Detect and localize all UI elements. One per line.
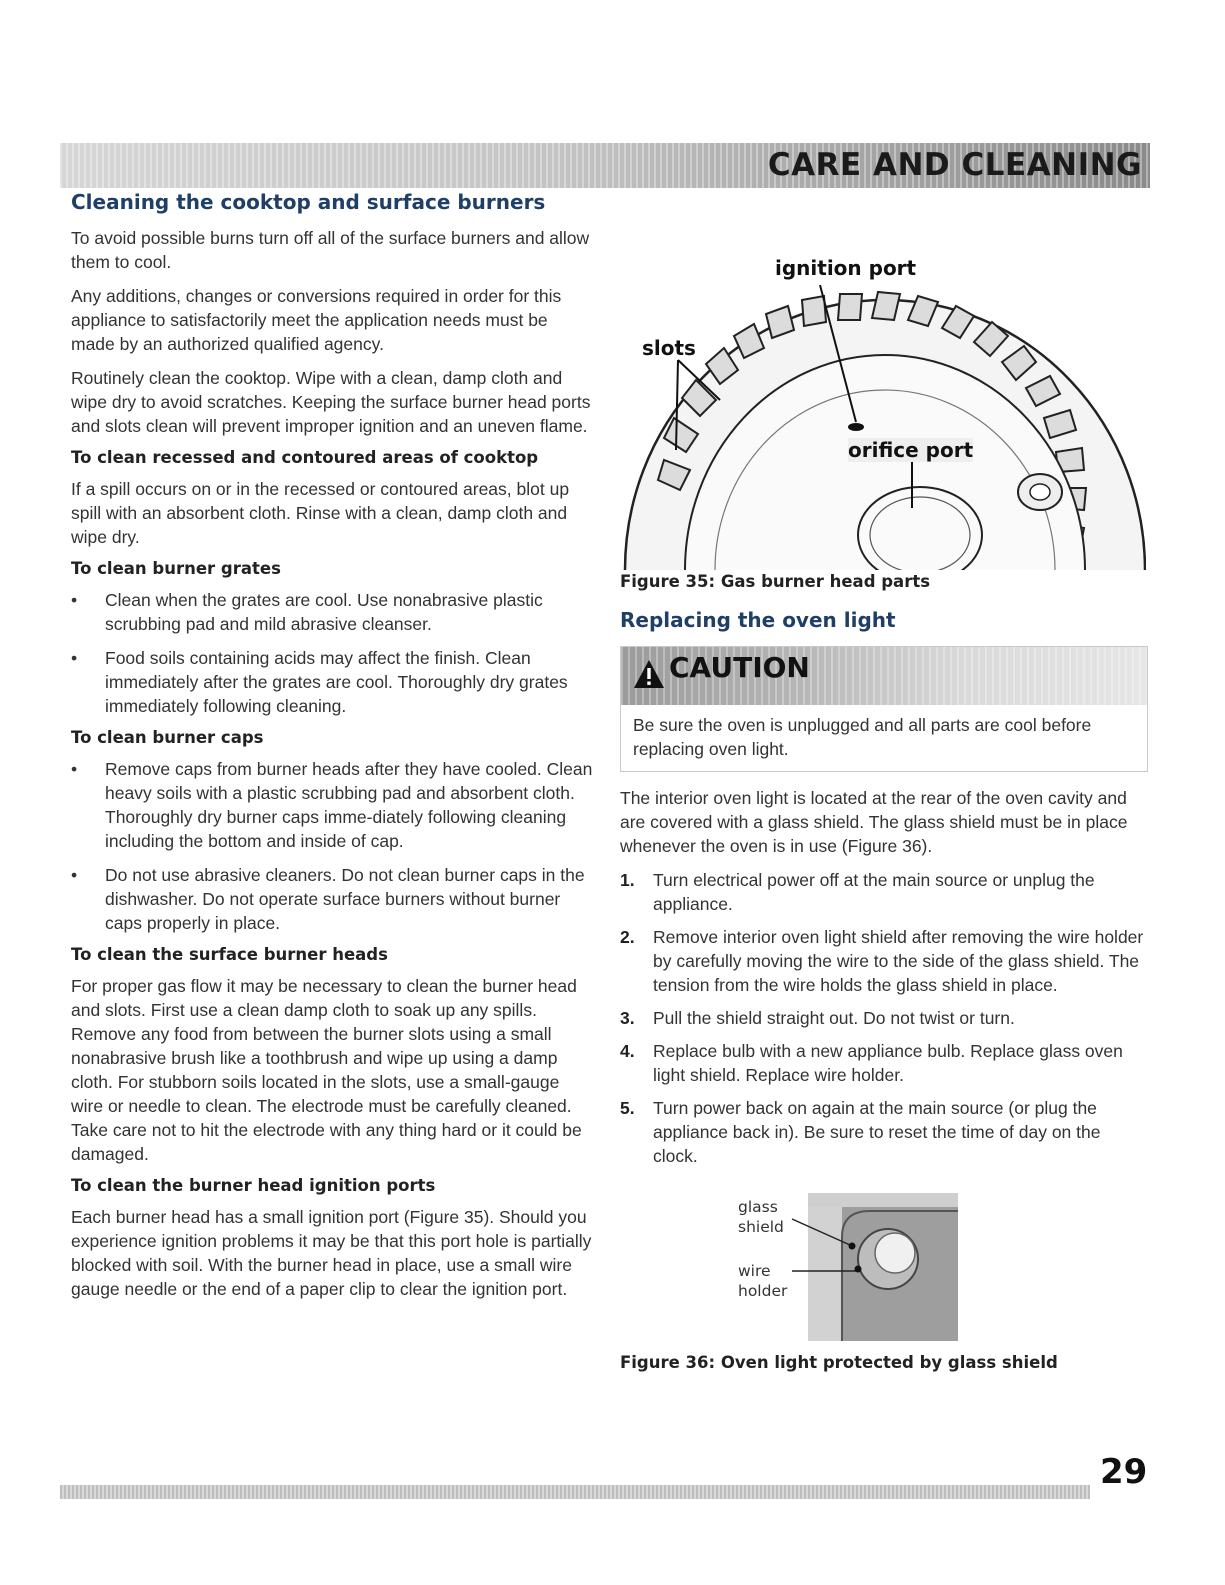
label-wire: wire [738, 1262, 771, 1280]
paragraph-routine: Routinely clean the cooktop. Wipe with a clean, damp cloth and wipe dry to avoid scratches. Keeping the surface burner head ports and slots clean will prevent improper ignition and an uneven flame. [71, 368, 591, 436]
list-item: 5. Turn power back on again at the main source (or plug the appliance back in). Be sure to reset the time of day on the clock. [620, 1098, 1101, 1166]
warning-triangle-icon [633, 659, 665, 689]
left-column [71, 190, 593, 1311]
caps-list [71, 757, 593, 935]
subheading-ignition-ports: To clean the burner head ignition ports [71, 1176, 436, 1195]
paragraph-burns: To avoid possible burns turn off all of the surface burners and allow them to cool. [71, 228, 590, 272]
paragraph-recessed: If a spill occurs on or in the recessed or contoured areas, blot up spill with an absorbent cloth. Rinse with a clean, damp cloth and wipe dry. [71, 479, 570, 547]
figure-35-caption: Figure 35: Gas burner head parts [620, 572, 931, 591]
list-item: • Remove caps from burner heads after they have cooled. Clean heavy soils with a plastic scrubbing pad and absorbent cloth. Thoroughly dry burner caps imme-diately following cleaning including the bottom and inside of cap. [71, 759, 593, 851]
caution-title: CAUTION [669, 651, 810, 684]
figure-35 [620, 190, 1146, 570]
header-title: CARE AND CLEANING [767, 147, 1142, 183]
paragraph-additions: Any additions, changes or conversions required in order for this appliance to satisfactorily meet the application needs must be made by an authorized qualified agency. [71, 286, 562, 354]
caution-text: Be sure the oven is unplugged and all parts are cool before replacing oven light. [621, 705, 1147, 771]
page-number: 29 [1100, 1452, 1148, 1492]
list-item: 2. Remove interior oven light shield after removing the wire holder by carefully moving the wire to the side of the glass shield. The tension from the wire holds the glass shield in place. [620, 927, 1144, 995]
label-holder: holder [738, 1282, 788, 1300]
caution-box [620, 646, 1148, 772]
grates-list [71, 588, 593, 718]
subheading-recessed: To clean recessed and contoured areas of cooktop [71, 448, 539, 467]
right-column [620, 190, 1146, 1389]
burner-head-illustration [620, 190, 1146, 570]
subheading-burner-heads: To clean the surface burner heads [71, 945, 388, 964]
paragraph-ignition-ports: Each burner head has a small ignition port (Figure 35). Should you experience ignition problems it may be that this port hole is partially blocked with soil. With the burner head in place, use a small wire gauge needle or the end of a paper clip to clear the ignition port. [71, 1207, 592, 1299]
list-item: 4. Replace bulb with a new appliance bulb. Replace glass oven light shield. Replace wire holder. [620, 1041, 1123, 1085]
oven-light-illustration [620, 1177, 1146, 1345]
label-slots: slots [642, 336, 696, 360]
label-glass: glass [738, 1198, 778, 1216]
list-item: • Food soils containing acids may affect the finish. Clean immediately after the grates are cool. Thoroughly dry grates immediately following cleaning. [71, 648, 568, 716]
figure-36 [620, 1177, 1146, 1345]
section-title-cooktop: Cleaning the cooktop and surface burners [71, 190, 546, 214]
figure-36-caption: Figure 36: Oven light protected by glass shield [620, 1353, 1058, 1372]
list-item: 1. Turn electrical power off at the main source or unplug the appliance. [620, 870, 1095, 914]
label-ignition-port: ignition port [775, 256, 917, 280]
oven-light-steps [620, 868, 1146, 1168]
subheading-caps: To clean burner caps [71, 728, 264, 747]
list-item: • Do not use abrasive cleaners. Do not clean burner caps in the dishwasher. Do not operate surface burners without burner caps properly in place. [71, 865, 585, 933]
footer-bar [60, 1485, 1090, 1499]
header-banner [60, 143, 1150, 188]
paragraph-oven-light-intro: The interior oven light is located at the rear of the oven cavity and are covered with a glass shield. The glass shield must be in place whenever the oven is in use (Figure 36). [620, 788, 1128, 856]
label-orifice-port: orifice port [848, 438, 974, 462]
label-shield: shield [738, 1218, 784, 1236]
paragraph-burner-heads: For proper gas flow it may be necessary to clean the burner head and slots. First use a clean damp cloth to soak up any spills. Remove any food from between the burner slots using a small nonabrasive brush like a toothbrush and wipe up using a damp cloth. For stubborn soils located in the slots, use a small-gauge wire or needle to clean. The electrode must be carefully cleaned. Take care not to hit the electrode with any thing hard or it could be damaged. [71, 976, 582, 1164]
list-item: 3. Pull the shield straight out. Do not twist or turn. [620, 1008, 1015, 1028]
caution-header [621, 647, 1147, 705]
section-title-oven-light: Replacing the oven light [620, 608, 896, 632]
list-item: • Clean when the grates are cool. Use nonabrasive plastic scrubbing pad and mild abrasive cleanser. [71, 590, 543, 634]
subheading-grates: To clean burner grates [71, 559, 281, 578]
